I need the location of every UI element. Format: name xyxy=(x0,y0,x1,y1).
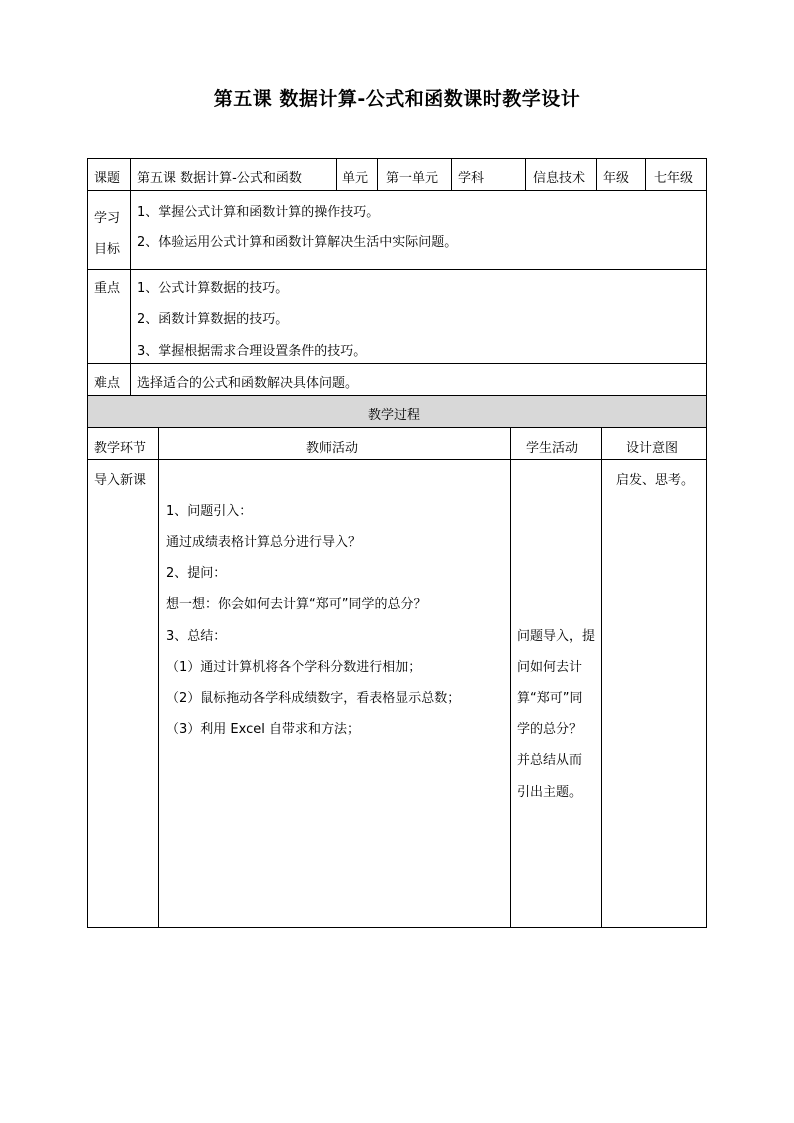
grade-label: 年级 xyxy=(603,171,630,186)
subject-value: 信息技术 xyxy=(533,171,586,186)
header-student-activity: 学生活动 xyxy=(526,441,579,456)
student-line: 引出主题。 xyxy=(517,785,583,800)
teacher-line: 通过成绩表格计算总分进行导入？ xyxy=(166,535,362,550)
col-divider xyxy=(525,158,526,191)
col-divider xyxy=(645,158,646,191)
design-intent: 启发、思考。 xyxy=(616,473,695,488)
row-divider xyxy=(87,269,707,270)
teacher-line: （1）通过计算机将各个学科分数进行相加； xyxy=(166,660,422,675)
key-points-label: 重点 xyxy=(94,281,121,296)
subject-label: 学科 xyxy=(458,171,485,186)
table-border-right xyxy=(706,158,707,928)
student-line: 并总结从而 xyxy=(517,753,583,768)
col-divider xyxy=(158,427,159,928)
student-line: 学的总分？ xyxy=(517,722,583,737)
key-point-item: 2、函数计算数据的技巧。 xyxy=(137,312,289,327)
document-title: 第五课 数据计算-公式和函数课时教学设计 xyxy=(213,88,581,110)
teacher-line: 3、总结： xyxy=(166,629,227,644)
header-design-intent: 设计意图 xyxy=(626,441,679,456)
unit-label: 单元 xyxy=(342,171,369,186)
row-divider xyxy=(87,395,707,396)
objectives-label: 学习 xyxy=(94,211,121,226)
teacher-line: 想一想：你会如何去计算“郑可”同学的总分？ xyxy=(166,597,427,612)
col-divider xyxy=(377,158,378,191)
col-divider xyxy=(510,427,511,928)
objective-item: 2、体验运用公式计算和函数计算解决生活中实际问题。 xyxy=(137,235,458,250)
objectives-label: 目标 xyxy=(94,242,121,257)
row-divider xyxy=(87,427,707,428)
table-border-left xyxy=(87,158,88,928)
topic-value: 第五课 数据计算-公式和函数 xyxy=(137,171,302,186)
row-divider xyxy=(87,363,707,364)
process-section-title: 教学过程 xyxy=(368,408,421,423)
teacher-line: （2）鼠标拖动各学科成绩数字，看表格显示总数； xyxy=(166,691,461,706)
table-border-bottom xyxy=(87,927,707,928)
student-line: 问题导入，提 xyxy=(517,629,596,644)
col-divider xyxy=(336,158,337,191)
unit-value: 第一单元 xyxy=(386,171,439,186)
row-divider xyxy=(87,190,707,191)
objective-item: 1、掌握公式计算和函数计算的操作技巧。 xyxy=(137,205,380,220)
col-divider xyxy=(601,427,602,928)
teacher-line: 2、提问： xyxy=(166,566,227,581)
key-point-item: 1、公式计算数据的技巧。 xyxy=(137,281,289,296)
col-divider xyxy=(130,158,131,396)
table-border-top xyxy=(87,158,707,159)
student-line: 算“郑可”同 xyxy=(517,691,583,706)
difficulty-label: 难点 xyxy=(94,376,121,391)
difficulty-text: 选择适合的公式和函数解决具体问题。 xyxy=(137,376,359,391)
col-divider xyxy=(451,158,452,191)
topic-label: 课题 xyxy=(94,171,121,186)
teacher-line: 1、问题引入： xyxy=(166,504,253,519)
col-divider xyxy=(596,158,597,191)
stage-name: 导入新课 xyxy=(94,473,147,488)
header-teacher-activity: 教师活动 xyxy=(306,441,359,456)
row-divider xyxy=(87,459,707,460)
teacher-line: （3）利用 Excel 自带求和方法； xyxy=(166,722,360,737)
student-line: 问如何去计 xyxy=(517,660,583,675)
key-point-item: 3、掌握根据需求合理设置条件的技巧。 xyxy=(137,344,367,359)
grade-value: 七年级 xyxy=(654,171,694,186)
header-stage: 教学环节 xyxy=(94,441,147,456)
